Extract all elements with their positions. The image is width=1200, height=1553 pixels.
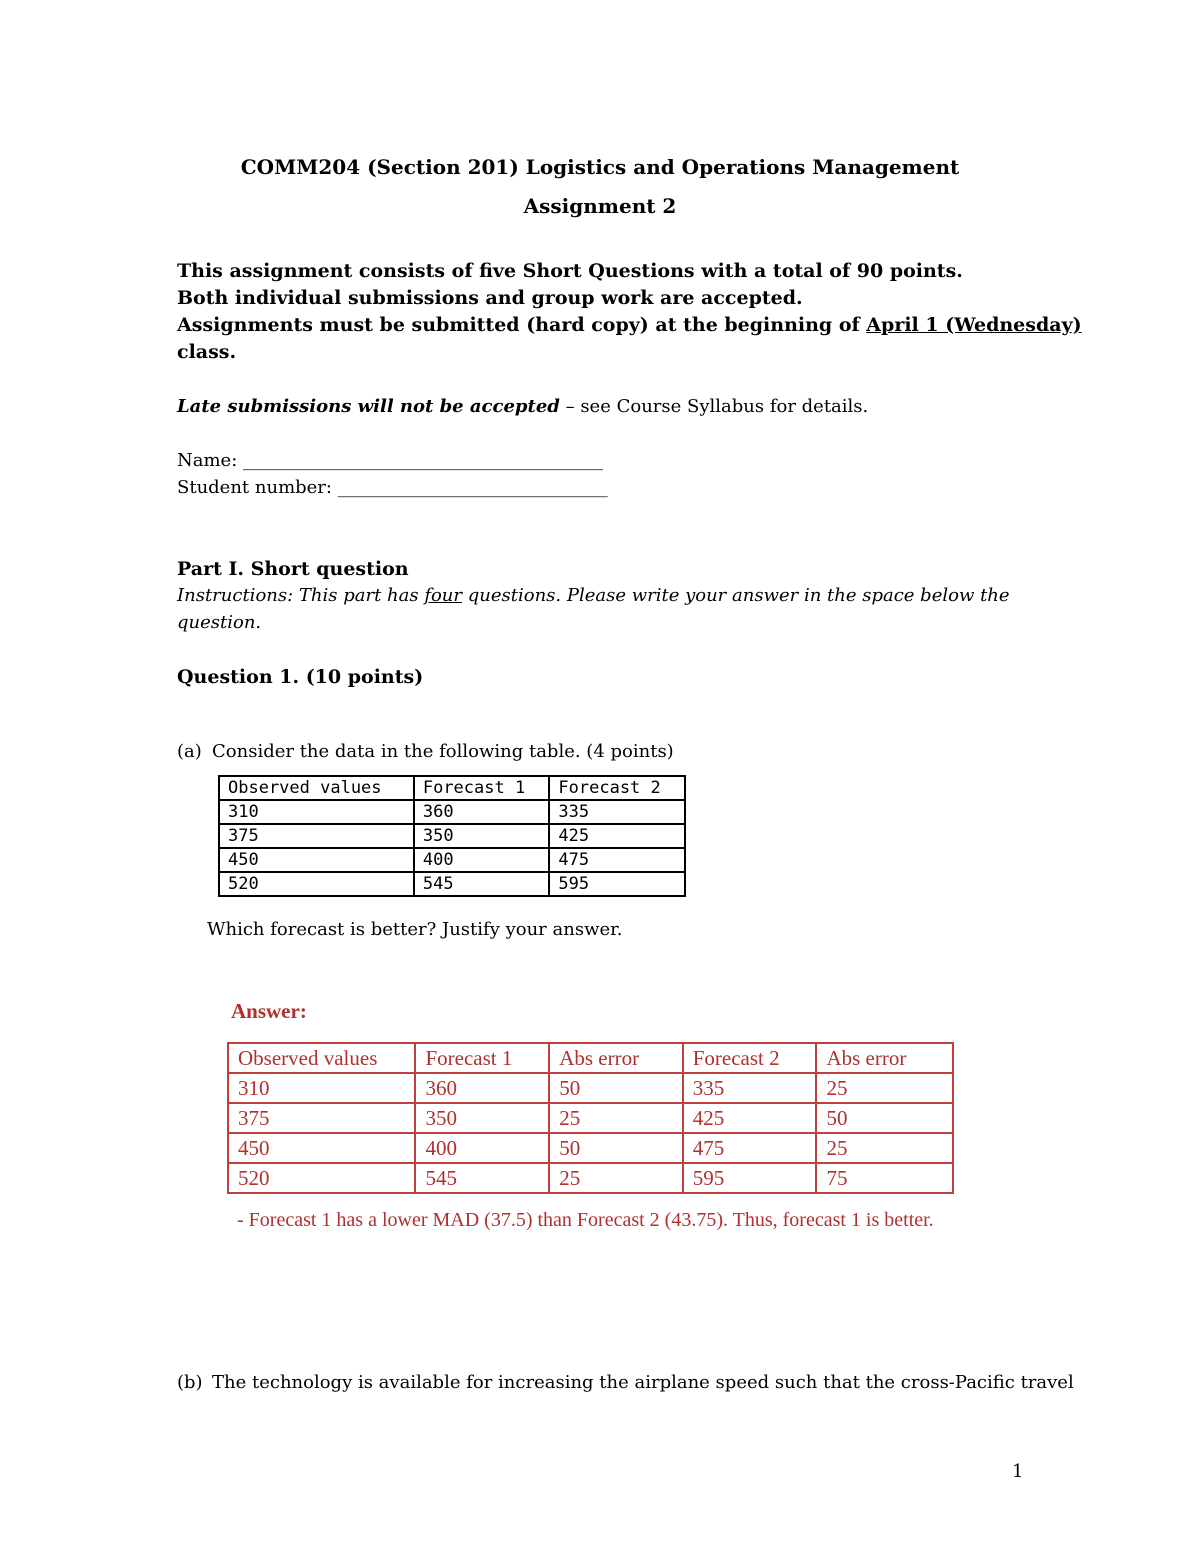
table-cell: 545: [414, 872, 550, 896]
instr-a: Instructions: This part has: [177, 585, 425, 606]
intro-line-2: Both individual submissions and group work are accepted.: [177, 287, 803, 309]
table-row: [219, 872, 685, 896]
answer-header-cell: Forecast 2: [683, 1043, 817, 1073]
answer-cell: 75: [816, 1163, 953, 1193]
answer-cell: 545: [415, 1163, 549, 1193]
answer-row: [228, 1073, 953, 1103]
due-date: April 1 (Wednesday): [866, 314, 1082, 336]
answer-cell: 450: [228, 1133, 415, 1163]
late-notice: [177, 396, 868, 417]
q1a-label: (a): [177, 741, 202, 762]
answer-table: [227, 1042, 954, 1194]
table-header-cell: Forecast 1: [414, 776, 550, 800]
name-label: Name:: [177, 450, 238, 471]
part1-instructions-cont: question.: [177, 612, 262, 633]
answer-header-cell: Abs error: [549, 1043, 683, 1073]
part1-heading: Part I. Short question: [177, 558, 409, 580]
answer-cell: 595: [683, 1163, 817, 1193]
question-1-heading: Question 1. (10 points): [177, 666, 424, 688]
intro-line-1: This assignment consists of five Short Questions with a total of 90 points.: [177, 260, 963, 282]
student-number-field: [177, 477, 608, 498]
part1-instructions: [177, 585, 1010, 606]
q1a-question: Which forecast is better? Justify your answer.: [207, 919, 623, 940]
instr-underlined: four: [424, 585, 463, 606]
answer-cell: 400: [415, 1133, 549, 1163]
answer-cell: 50: [816, 1103, 953, 1133]
q1b-text: The technology is available for increasing the airplane speed such that the cross-Pacific travel: [212, 1372, 1074, 1393]
table-header-row: [219, 776, 685, 800]
instr-b: questions. Please write your answer in the space below the: [462, 585, 1010, 606]
table-header-cell: Observed values: [219, 776, 414, 800]
q1b-label: (b): [177, 1372, 203, 1393]
answer-cell: 310: [228, 1073, 415, 1103]
table-header-cell: Forecast 2: [549, 776, 685, 800]
answer-cell: 50: [549, 1073, 683, 1103]
student-number-label: Student number:: [177, 477, 332, 498]
answer-cell: 520: [228, 1163, 415, 1193]
answer-header-cell: Abs error: [816, 1043, 953, 1073]
table-cell: 400: [414, 848, 550, 872]
name-blank: ________________________________________: [243, 450, 604, 471]
intro-line-4: class.: [177, 341, 237, 363]
table-cell: 425: [549, 824, 685, 848]
answer-header-cell: Observed values: [228, 1043, 415, 1073]
late-rest: – see Course Syllabus for details.: [559, 396, 869, 417]
question-table: [218, 775, 686, 897]
answer-label: Answer:: [231, 999, 307, 1023]
answer-cell: 350: [415, 1103, 549, 1133]
answer-cell: 25: [816, 1073, 953, 1103]
table-cell: 375: [219, 824, 414, 848]
answer-cell: 50: [549, 1133, 683, 1163]
student-number-blank: ______________________________: [337, 477, 608, 498]
course-title: COMM204 (Section 201) Logistics and Operations Management: [240, 155, 960, 179]
assignment-title: Assignment 2: [523, 194, 677, 218]
table-cell: 520: [219, 872, 414, 896]
table-cell: 335: [549, 800, 685, 824]
table-cell: 475: [549, 848, 685, 872]
answer-cell: 425: [683, 1103, 817, 1133]
late-emphasis: Late submissions will not be accepted: [177, 396, 560, 417]
intro-line-3: [177, 314, 1082, 336]
table-row: [219, 848, 685, 872]
table-cell: 350: [414, 824, 550, 848]
answer-cell: 475: [683, 1133, 817, 1163]
answer-cell: 375: [228, 1103, 415, 1133]
name-field: [177, 450, 603, 471]
answer-cell: 25: [549, 1103, 683, 1133]
page-number: 1: [1012, 1461, 1024, 1482]
table-cell: 450: [219, 848, 414, 872]
table-cell: 310: [219, 800, 414, 824]
answer-header-cell: Forecast 1: [415, 1043, 549, 1073]
answer-cell: 335: [683, 1073, 817, 1103]
intro-line-3-prefix: Assignments must be submitted (hard copy) at the beginning of: [177, 314, 867, 336]
table-row: [219, 800, 685, 824]
answer-header-row: [228, 1043, 953, 1073]
table-row: [219, 824, 685, 848]
answer-row: [228, 1133, 953, 1163]
answer-cell: 360: [415, 1073, 549, 1103]
q1a-text: Consider the data in the following table. (4 points): [212, 741, 674, 762]
table-cell: 360: [414, 800, 550, 824]
answer-row: [228, 1163, 953, 1193]
answer-cell: 25: [549, 1163, 683, 1193]
answer-row: [228, 1103, 953, 1133]
table-cell: 595: [549, 872, 685, 896]
answer-conclusion: - Forecast 1 has a lower MAD (37.5) than Forecast 2 (43.75). Thus, forecast 1 is better.: [237, 1209, 934, 1231]
answer-cell: 25: [816, 1133, 953, 1163]
